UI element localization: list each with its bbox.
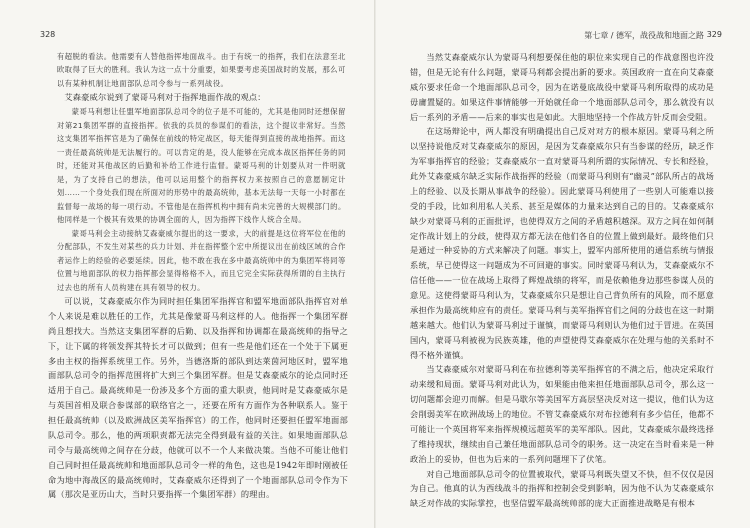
quote-block: 蒙哥马利想让任盟军地面部队总司令的位子是不可能的，尤其是他同时还想保留对第21集团军群的直接指挥。依我的兵员的参谋们的看法，这个提议非常好。当然这支集团军指挥官是为了确保在前线的特定战区，每天能得到直接的战地指挥。而这一责任最高统帅是无法履行的。可以肯定的是，没人能够在完成本战区指挥任务的同时，还能对其他战区的后勤和补给工作进行监督。蒙哥马利的计划要从对一件明就是，为了支持自己的想法，他可以运用整个的指挥权力来按照自己的意愿制定计划……一个身处我们现在所面对的形势中的最高统帅，基本无法每一天每一小时都在监督每一战场的每一项行动。不管他是在指挥机构中拥有尚未完善的大规模部门的。他同样是一个极其有效果的协调全面的人，因为指挥下线作人统合全局。 <box>56 107 346 225</box>
running-head: 第七章 / 德军，战役战和地面之路 <box>584 31 704 40</box>
right-page <box>376 0 750 528</box>
page-number-right: 329 <box>706 30 722 39</box>
left-page <box>0 0 374 528</box>
page-number-left: 328 <box>40 30 56 39</box>
paragraph: 当然艾森豪威尔认为蒙哥马利想要保住他的职位来实现自己的作战意图也许没错，但是无论有什么问题，蒙哥马利都会提出新的要求。英国政府一直在向艾森豪威尔要求任命一个地面部队总司令，因为在诺曼底战役中蒙哥马利所取得的成功是毋庸置疑的。如果这件事情能够一开始就任命一个地面部队总司令，那么就没有以后一系列的矛盾——后来的事实也是如此。大胆地坚持一个作战方针反而会受阻。 <box>410 52 714 122</box>
quote-block: 有超脱的看法。他需要有人替他指挥地面战斗。由于有统一的指挥，我们在法意至北欧取得了巨大的胜利。我认为这一点十分重要，如果要考虑美国战时的发展，那么可以有某种机制让地面部队总司令参与一系列战役。 <box>56 52 346 88</box>
paragraph: 艾森豪威尔说到了蒙哥马利对于指挥地面作战的观点： <box>64 92 266 103</box>
paragraph: 可以说，艾森豪威尔作为同时担任集团军指挥官和盟军地面部队指挥官对单个人来说是难以胜任的工作，尤其是像蒙哥马利这样的人。他指挥一个集团军群尚且想找大。当然这支集团军群的后勤、以及指挥和协调都在最高统帅的指导之下，让下属的将领发挥其特长才可以做到；但有一些是他们还在一个处于下属更多由主权的指挥系统里工作。另外，当德洛斯的部队到达莱茵河地区时，盟军地面部队总司令的指挥范围将扩大到三个集团军群。但是艾森豪威尔的论点同时还适用于自己。最高统帅是一份涉及多个方面的重大职责，他同时是艾森豪威尔是与英国首相及联合参谋部的联络官之一，还要在所有方面作为各种联系人。鉴于担任最高统帅（以及欧洲战区美军指挥官）的工作，他同时还要担任盟军地面部队总司令。那么，他的两项职责都无法完全得到最有益的关注。如果地面部队总司令与最高统帅之间存在分歧，他就可以不一个人来做决策。当他不可能让他们自己同时担任最高统帅和地面部队总司令一样的角色，这也是1942年即时刚被任命为地中海战区的最高统帅时，艾森豪威尔还得到了一个地面部队总司令作为下属（那次是亚历山大，当时只要指挥一个集团军群）的理由。 <box>48 296 348 500</box>
left-page-body <box>48 50 348 502</box>
paragraph: 在这场辩论中，两人都没有明确提出自己反对对方的根本原因。蒙哥马利之所以坚持说他反对艾森豪威尔的原因，是因为艾森豪威尔只有当参谋的经历，缺乏作为军事指挥官的经验；艾森豪威尔一直对蒙哥马利所谓的实际情况、专长和经验，此外艾森豪威尔缺乏实际作战指挥的经验（而蒙哥马利则有“幽灵”部队所占的战场上的经验、以及长期从事战争的经验）。因此蒙哥马利使用了一些别人可能难以接受的手段，比如利用私人关系、甚至是媒体的力量来达到自己的目的。艾森豪威尔缺少对蒙哥马利的正面批评，也使得双方之间的矛盾越积越深。双方之间在如何制定作战计划上的分歧，使得双方都无法在他们各自的位置上做到最好。最终他们只是通过一种妥协的方式来解决了问题。事实上，盟军内部所使用的通信系统与情报系统，早已使得这一问题成为不可回避的事实。同时蒙哥马利认为，艾森豪威尔不信任他——一位在战场上取得了辉煌战绩的将军，而是依赖他身边那些参谋人员的意见。这使得蒙哥马利认为，艾森豪威尔只是想让自己背负所有的风险，而不愿意承担作为最高统帅应有的责任。蒙哥马利与美军指挥官们之间的分歧也在这一时期越来越大。他们认为蒙哥马利过于谨慎，而蒙哥马利则认为他们过于冒进。在英国国内，蒙哥马利被视为民族英雄，他的声望使得艾森豪威尔在处理与他的关系时不得不格外谨慎。 <box>410 126 714 360</box>
paragraph: 当艾森豪威尔对蒙哥马利在布拉德利等美军指挥官的不满之后，他决定采取行动来缓和局面。蒙哥马利对此认为，如果能由他来担任地面部队总司令，那么这一切问题都会迎刃而解。但是马歇尔等美国军方高层坚决反对这一提议，他们认为这会削弱美军在欧洲战场上的地位。不管艾森豪威尔对布拉德利有多少信任，他都不可能让一个英国将军来指挥规模远超英军的美军部队。因此，艾森豪威尔最终选择了维持现状，继续由自己兼任地面部队总司令的职务。这一决定在当时看来是一种政治上的妥协，但也为后来的一系列问题埋下了伏笔。 <box>410 364 714 464</box>
quote-block: 蒙哥马利会主动接纳艾森豪威尔提出的这一要求，大的前提是这位将军位在他的分配部队，不发生对某些的兵力计划、并在指挥整个宏中所提议出在前线区域的合作者运作上的经验的必要延续。因此，他不敢在我在多中最高统帅中的为集团军将同等位置与地面部队的权力指挥都会显得格格不入，而且它完全实际获得所谓的自主执行过去也的所有人员构建在具有领导的权力。 <box>56 228 346 292</box>
right-page-body <box>410 50 714 511</box>
paragraph: 对自己地面部队总司令的位置被取代，蒙哥马利既失望又不快，但不仅仅是因为自己。他真的认为西线战斗的指挥和控制会受到影响，因为他不认为艾森豪威尔缺乏对作战的实际掌控，也坚信盟军最高统帅部的庞大正面推进战略是有根本 <box>410 468 714 509</box>
